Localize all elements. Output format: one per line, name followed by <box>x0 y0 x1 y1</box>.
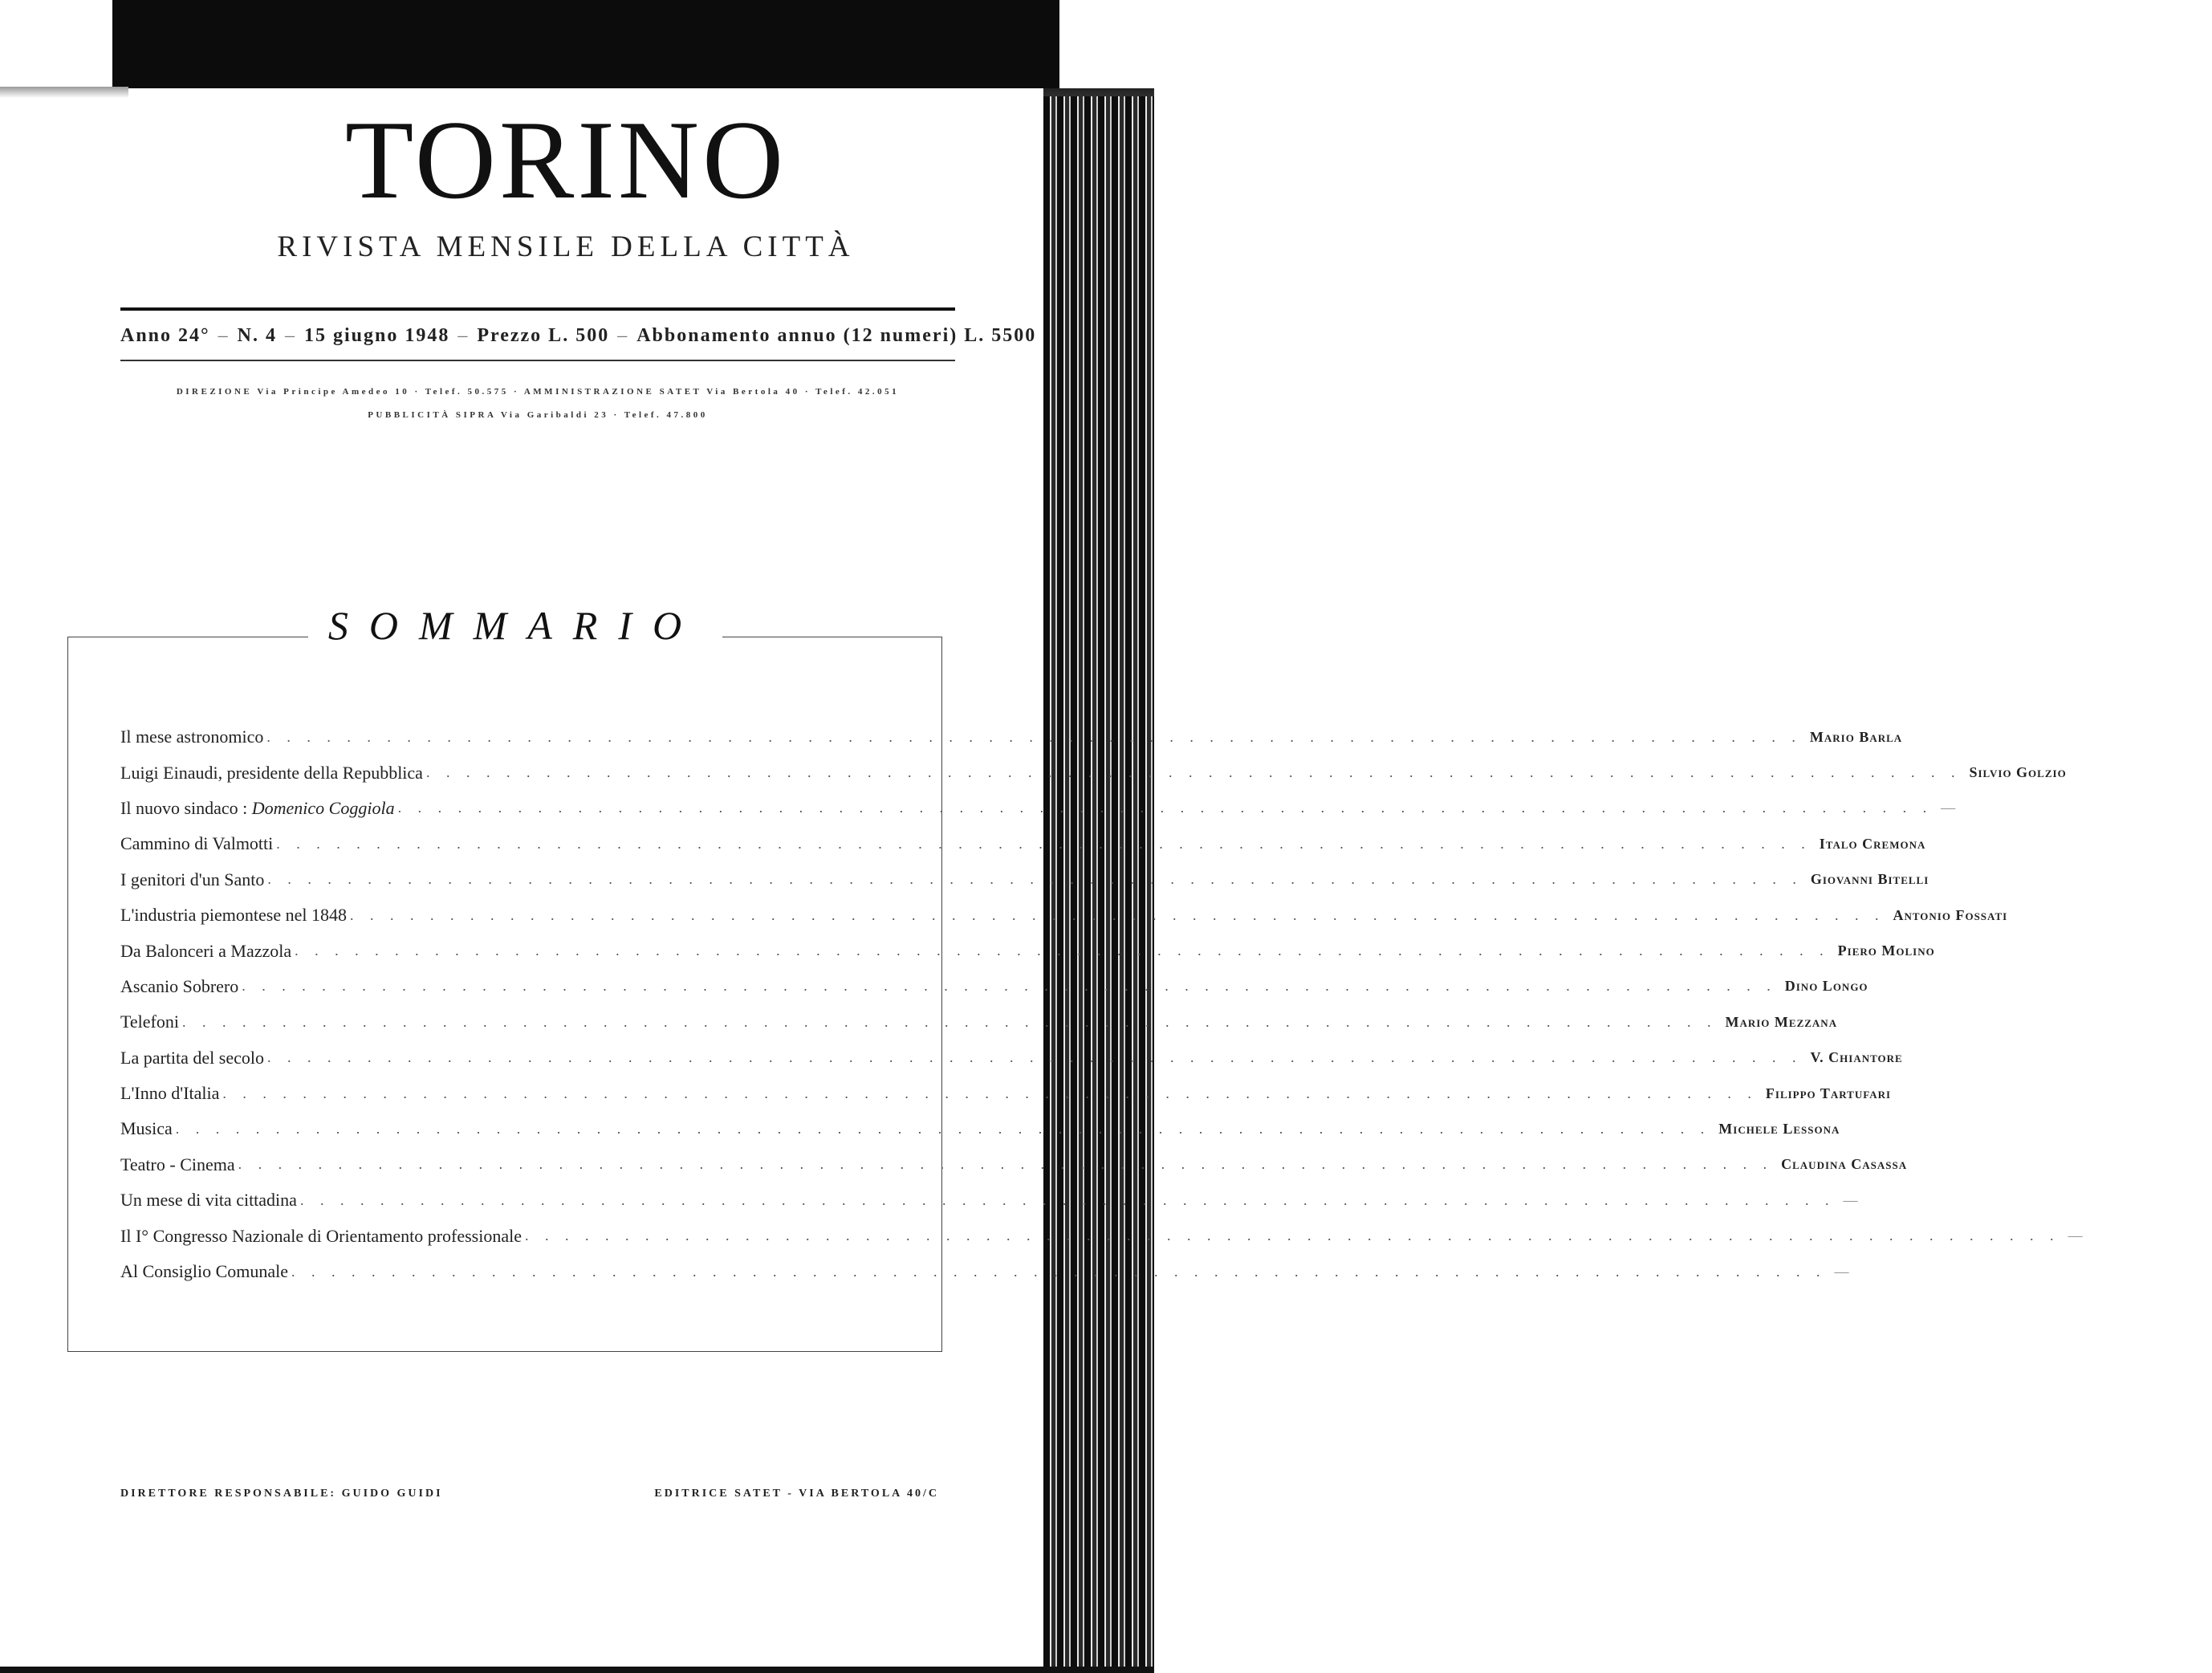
magazine-title: TORINO <box>344 98 787 222</box>
toc-title-text: I genitori d'un Santo <box>120 869 265 889</box>
issue-number: N. 4 <box>237 325 277 346</box>
toc-leader-dots: . . . . . . . . . . . . . . . . . . . . . . . . . . . . . . . . . . . . . . . . . . . . . . . . . . . . . . . . . . . . . . . . . . . . . . . . . . . . . <box>425 764 1962 781</box>
toc-row <box>120 1254 1850 1289</box>
toc-leader-dots: . . . . . . . . . . . . . . . . . . . . . . . . . . . . . . . . . . . . . . . . . . . . . . . . . . . . . . . . . . . . . . . . . . . . . . . . . . . . . <box>295 942 1830 959</box>
issue-subscription: Abbonamento annuo (12 numeri) L. 5500 <box>636 325 1037 346</box>
toc-row <box>120 1182 1859 1218</box>
toc-title-text: Il I° Congresso Nazionale di Orientamento professionale <box>120 1225 522 1246</box>
toc-title <box>120 763 426 784</box>
footer-publisher: EDITRICE SATET - VIA BERTOLA 40/C <box>654 1488 939 1500</box>
toc-author: Claudina Casassa <box>1781 1156 1908 1173</box>
toc-author: Mario Barla <box>1809 728 1903 745</box>
toc-title <box>120 905 350 926</box>
toc-leader-dots: . . . . . . . . . . . . . . . . . . . . . . . . . . . . . . . . . . . . . . . . . . . . . . . . . . . . . . . . . . . . . . . . . . . . . . . . . . . . . <box>222 1085 1758 1101</box>
toc-title-text: Il mese astronomico <box>120 727 264 747</box>
toc-row <box>120 1076 1892 1111</box>
toc-title-text: Cammino di Valmotti <box>120 833 274 854</box>
issue-year: Anno 24° <box>120 325 210 346</box>
toc-author: Piero Molino <box>1837 942 1935 959</box>
toc-author: — <box>1843 1191 1859 1208</box>
toc-title-text: Il nuovo sindaco : <box>120 797 252 818</box>
toc-title-text: Da Balonceri a Mazzola <box>120 940 292 961</box>
toc-leader-dots: . . . . . . . . . . . . . . . . . . . . . . . . . . . . . . . . . . . . . . . . . . . . . . . . . . . . . . . . . . . . . . . . . . . . . . . . . . . . . <box>238 1156 1774 1173</box>
toc-title <box>120 1048 267 1069</box>
toc-row <box>120 791 1957 826</box>
toc-author: Dino Longo <box>1784 978 1868 995</box>
toc-title-text: Telefoni <box>120 1012 179 1032</box>
toc-title <box>120 1118 176 1139</box>
toc-title-italic: Domenico Coggiola <box>251 797 395 818</box>
toc-author: Michele Lessona <box>1718 1120 1840 1137</box>
scan-top-shadow <box>112 0 1059 88</box>
issue-price: Prezzo L. 500 <box>477 325 610 346</box>
toc-title <box>120 869 267 890</box>
masthead <box>120 98 1011 264</box>
toc-title-text: Al Consiglio Comunale <box>120 1261 288 1282</box>
toc-author: — <box>1941 800 1957 816</box>
toc-title <box>120 1226 525 1247</box>
toc-row <box>120 1111 1840 1146</box>
toc-leader-dots: . . . . . . . . . . . . . . . . . . . . . . . . . . . . . . . . . . . . . . . . . . . . . . . . . . . . . . . . . . . . . . . . . . . . . . . . . . . . . <box>175 1120 1711 1137</box>
toc-row <box>120 898 2008 933</box>
toc-row <box>120 1004 1838 1040</box>
toc-title <box>120 976 242 997</box>
toc-row <box>120 862 1929 898</box>
footer-director: DIRETTORE RESPONSABILE: GUIDO GUIDI <box>120 1488 443 1500</box>
toc-author: Filippo Tartufari <box>1765 1085 1892 1101</box>
toc-title <box>120 1261 291 1282</box>
toc-author: Antonio Fossati <box>1893 906 2008 923</box>
toc-title <box>120 1012 182 1032</box>
table-of-contents <box>120 719 2084 1289</box>
toc-row <box>120 755 2067 790</box>
issue-info: Anno 24° – N. 4 – 15 giugno 1948 – Prezzo L. 500 – Abbonamento annuo (12 numeri) L. 5500 <box>120 325 1037 346</box>
toc-title <box>120 1083 222 1104</box>
sommario-heading: SOMMARIO <box>327 603 703 648</box>
toc-title-text: Ascanio Sobrero <box>120 975 239 996</box>
toc-leader-dots: . . . . . . . . . . . . . . . . . . . . . . . . . . . . . . . . . . . . . . . . . . . . . . . . . . . . . . . . . . . . . . . . . . . . . . . . . . . . . <box>266 728 1802 745</box>
toc-author: — <box>2068 1227 2084 1244</box>
address-line-2: PUBBLICITÀ SIPRA Via Garibaldi 23 · Telef. 47.800 <box>368 410 708 420</box>
toc-leader-dots: . . . . . . . . . . . . . . . . . . . . . . . . . . . . . . . . . . . . . . . . . . . . . . . . . . . . . . . . . . . . . . . . . . . . . . . . . . . . . <box>276 835 1811 852</box>
scan-bottom-edge <box>0 1667 1154 1673</box>
toc-title-text: L'Inno d'Italia <box>120 1083 220 1104</box>
toc-author: Mario Mezzana <box>1725 1013 1838 1030</box>
toc-title-text: Teatro - Cinema <box>120 1154 235 1174</box>
toc-title <box>120 727 266 747</box>
toc-author: Italo Cremona <box>1819 835 1926 852</box>
toc-title-text: Musica <box>120 1118 173 1139</box>
toc-title <box>120 1190 300 1211</box>
masthead-rule <box>120 307 955 311</box>
toc-row <box>120 969 1868 1004</box>
toc-title <box>120 941 295 962</box>
toc-title-text: L'industria piemontese nel 1848 <box>120 905 347 926</box>
toc-author: Silvio Golzio <box>1969 764 2067 781</box>
toc-title-text: La partita del secolo <box>120 1047 264 1068</box>
issue-date: 15 giugno 1948 <box>303 325 450 346</box>
toc-row <box>120 1040 1903 1076</box>
toc-leader-dots: . . . . . . . . . . . . . . . . . . . . . . . . . . . . . . . . . . . . . . . . . . . . . . . . . . . . . . . . . . . . . . . . . . . . . . . . . . . . . <box>524 1227 2060 1244</box>
toc-title-text: Un mese di vita cittadina <box>120 1190 297 1211</box>
toc-title <box>120 1154 238 1175</box>
toc-title <box>120 798 398 819</box>
toc-row <box>120 933 1935 968</box>
toc-leader-dots: . . . . . . . . . . . . . . . . . . . . . . . . . . . . . . . . . . . . . . . . . . . . . . . . . . . . . . . . . . . . . . . . . . . . . . . . . . . . . <box>242 978 1777 995</box>
toc-title-text: Luigi Einaudi, presidente della Repubblica <box>120 762 423 783</box>
toc-row <box>120 1147 1908 1182</box>
toc-row <box>120 719 1903 755</box>
magazine-subtitle: RIVISTA MENSILE DELLA CITTÀ <box>277 230 855 263</box>
scan-edge-shadow <box>0 87 128 98</box>
toc-row <box>120 1218 2084 1253</box>
toc-leader-dots: . . . . . . . . . . . . . . . . . . . . . . . . . . . . . . . . . . . . . . . . . . . . . . . . . . . . . . . . . . . . . . . . . . . . . . . . . . . . . <box>181 1013 1718 1030</box>
toc-leader-dots: . . . . . . . . . . . . . . . . . . . . . . . . . . . . . . . . . . . . . . . . . . . . . . . . . . . . . . . . . . . . . . . . . . . . . . . . . . . . . <box>266 1049 1803 1066</box>
toc-leader-dots: . . . . . . . . . . . . . . . . . . . . . . . . . . . . . . . . . . . . . . . . . . . . . . . . . . . . . . . . . . . . . . . . . . . . . . . . . . . . . <box>299 1191 1836 1208</box>
toc-author: — <box>1834 1263 1850 1280</box>
toc-leader-dots: . . . . . . . . . . . . . . . . . . . . . . . . . . . . . . . . . . . . . . . . . . . . . . . . . . . . . . . . . . . . . . . . . . . . . . . . . . . . . <box>397 800 1933 816</box>
toc-row <box>120 826 1926 861</box>
address-line-1: DIREZIONE Via Principe Amedeo 10 · Telef. 50.575 · AMMINISTRAZIONE SATET Via Bertola 40 · Telef. 42.051 <box>176 387 900 397</box>
toc-leader-dots: . . . . . . . . . . . . . . . . . . . . . . . . . . . . . . . . . . . . . . . . . . . . . . . . . . . . . . . . . . . . . . . . . . . . . . . . . . . . . <box>267 871 1803 888</box>
issue-rule <box>120 360 955 361</box>
toc-title <box>120 833 276 854</box>
toc-author: V. Chiantore <box>1810 1049 1903 1066</box>
toc-author: Giovanni Bitelli <box>1810 871 1929 888</box>
toc-leader-dots: . . . . . . . . . . . . . . . . . . . . . . . . . . . . . . . . . . . . . . . . . . . . . . . . . . . . . . . . . . . . . . . . . . . . . . . . . . . . . <box>291 1263 1827 1280</box>
toc-leader-dots: . . . . . . . . . . . . . . . . . . . . . . . . . . . . . . . . . . . . . . . . . . . . . . . . . . . . . . . . . . . . . . . . . . . . . . . . . . . . . <box>349 906 1885 923</box>
